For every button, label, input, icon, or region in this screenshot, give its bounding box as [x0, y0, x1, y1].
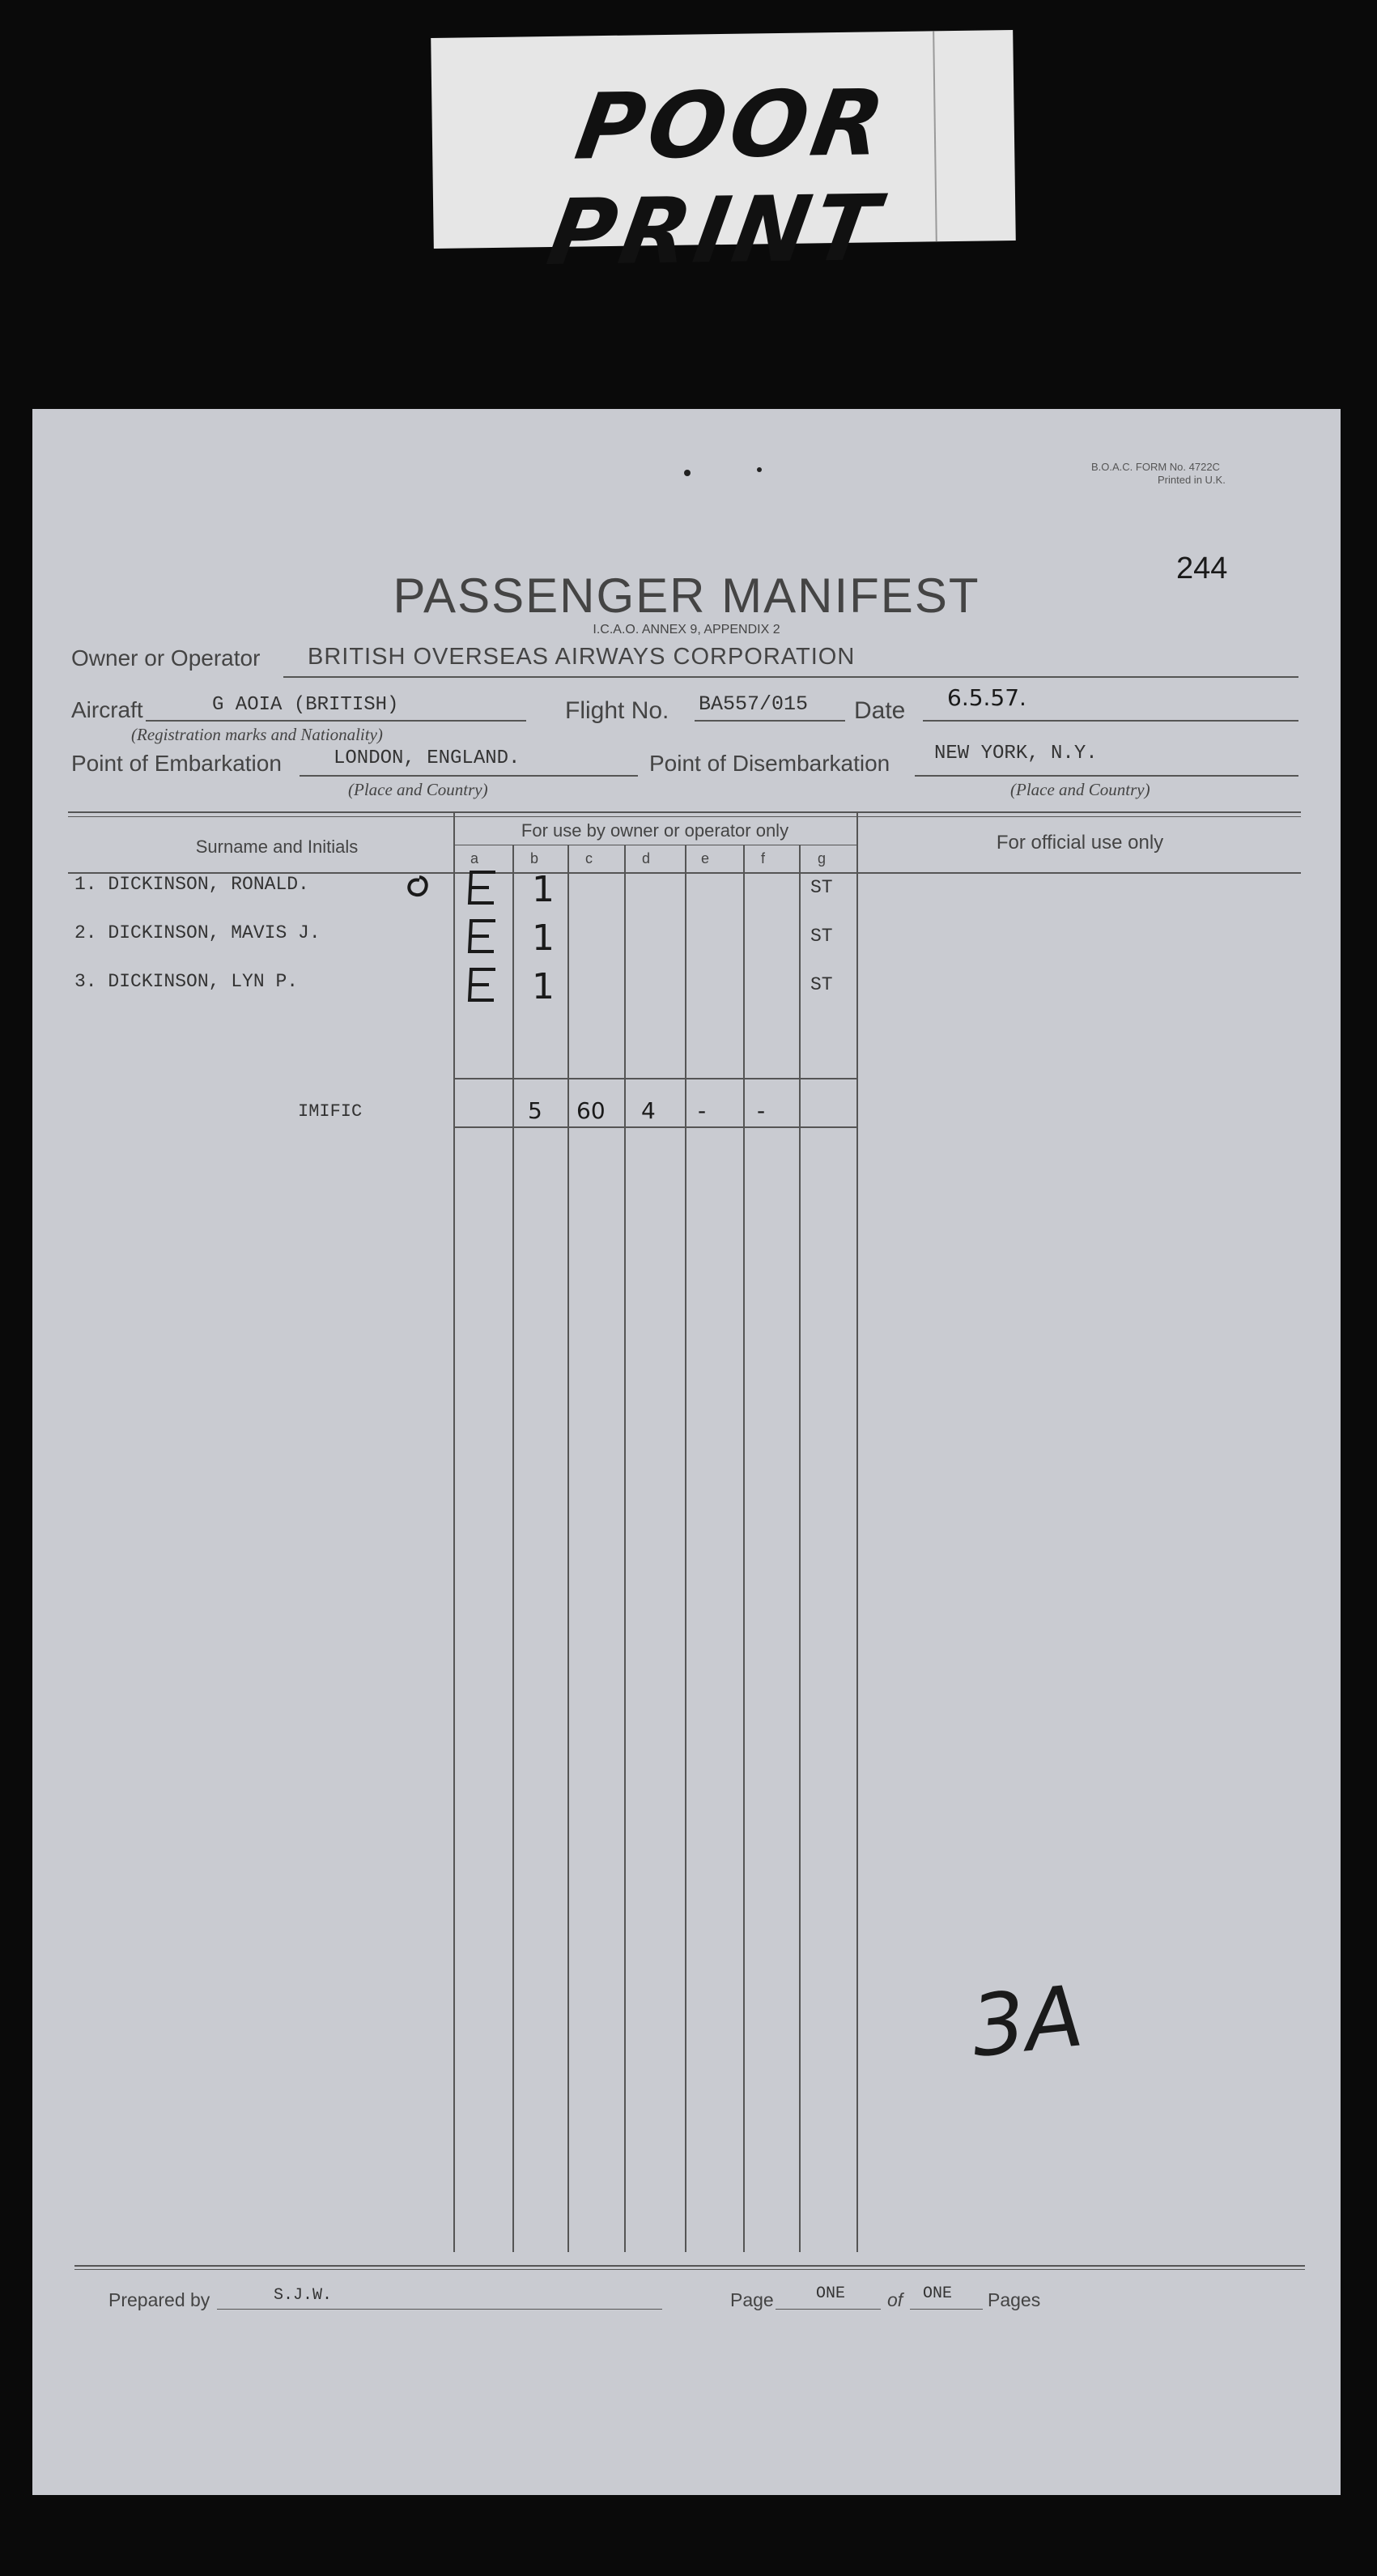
form-title: PASSENGER MANIFEST	[393, 568, 980, 623]
col-rule-e	[685, 845, 686, 2252]
totals-b: 5	[528, 1097, 542, 1124]
passenger-g-2: ST	[810, 926, 833, 947]
page-stamp: 244	[1176, 551, 1228, 585]
official-rule	[856, 811, 858, 2252]
punch-dot	[757, 467, 762, 472]
surname-header: Surname and Initials	[195, 837, 359, 857]
handwritten-e-marks	[400, 862, 513, 1016]
printed-in: Printed in U.K.	[1158, 474, 1226, 486]
embark-line	[300, 775, 638, 777]
disembark-note: (Place and Country)	[1010, 780, 1150, 799]
date-line	[923, 720, 1298, 722]
col-rule-c	[567, 845, 569, 2252]
totals-label: IMIFIC	[298, 1101, 363, 1122]
annotation-3a: 3A	[966, 1966, 1088, 2076]
disembark-value: NEW YORK, N.Y.	[934, 743, 1098, 764]
col-letter-b: b	[530, 850, 539, 866]
totals-d: 4	[641, 1097, 656, 1124]
owner-line	[283, 676, 1298, 678]
passenger-g-3: ST	[810, 974, 833, 995]
col-letter-c: c	[585, 850, 593, 866]
owner-use-header: For use by owner or operator only	[521, 820, 789, 841]
passenger-b-2: 1	[532, 918, 555, 959]
col-letter-e: e	[701, 850, 710, 866]
pages-label: Pages	[988, 2289, 1041, 2310]
passenger-g-1: ST	[810, 877, 833, 898]
totals-c: 60	[576, 1097, 606, 1124]
table-top-rule	[68, 811, 1301, 813]
footer-rule-2	[74, 2269, 1305, 2270]
col-rule-f	[743, 845, 745, 2252]
of-label: of	[887, 2289, 903, 2310]
table-top-rule-2	[68, 816, 1301, 817]
col-letter-f: f	[761, 850, 766, 866]
total-pages-value: ONE	[923, 2284, 953, 2303]
flight-line	[695, 720, 845, 722]
totals-top-rule	[453, 1078, 858, 1079]
page-value: ONE	[816, 2284, 846, 2303]
prepared-label: Prepared by	[108, 2289, 210, 2310]
aircraft-note: (Registration marks and Nationality)	[131, 725, 383, 744]
col-letter-a: a	[470, 850, 479, 866]
col-rule-g	[799, 845, 801, 2252]
form-subtitle: I.C.A.O. ANNEX 9, APPENDIX 2	[593, 623, 780, 637]
embark-note: (Place and Country)	[348, 780, 488, 799]
col-rule-a	[453, 811, 455, 2252]
passenger-name-1: 1. DICKINSON, RONALD.	[74, 874, 309, 895]
total-pages-line	[910, 2309, 983, 2310]
disembark-label: Point of Disembarkation	[649, 751, 890, 776]
aircraft-line	[146, 720, 526, 722]
official-header: For official use only	[996, 832, 1164, 854]
owner-label: Owner or Operator	[71, 645, 261, 671]
totals-e: -	[698, 1097, 707, 1124]
manifest-sheet	[32, 409, 1341, 2495]
passenger-name-3: 3. DICKINSON, LYN P.	[74, 971, 299, 992]
footer-rule	[74, 2265, 1305, 2267]
date-value: 6.5.57.	[947, 684, 1026, 711]
date-label: Date	[854, 697, 906, 724]
col-letter-d: d	[642, 850, 651, 866]
totals-bottom-rule	[453, 1126, 858, 1128]
disembark-line	[915, 775, 1298, 777]
passenger-b-3: 1	[532, 966, 555, 1007]
page-label: Page	[730, 2289, 774, 2310]
prepared-value: S.J.W.	[274, 2286, 333, 2305]
aircraft-value: G AOIA (BRITISH)	[212, 694, 399, 716]
punch-dot	[684, 470, 691, 476]
poor-print-text: POOR PRINT	[541, 70, 896, 287]
passenger-b-1: 1	[532, 869, 555, 910]
prepared-line	[217, 2309, 662, 2310]
col-letter-g: g	[818, 850, 827, 866]
page-line	[776, 2309, 881, 2310]
flight-value: BA557/015	[699, 692, 809, 716]
aircraft-label: Aircraft	[71, 697, 143, 722]
owner-value: BRITISH OVERSEAS AIRWAYS CORPORATION	[308, 644, 856, 670]
passenger-name-2: 2. DICKINSON, MAVIS J.	[74, 922, 321, 943]
form-number: B.O.A.C. FORM No. 4722C	[1091, 461, 1220, 473]
embark-label: Point of Embarkation	[71, 751, 282, 776]
poor-print-label	[431, 30, 1016, 287]
col-rule-d	[624, 845, 626, 2252]
col-rule-b	[512, 845, 514, 2252]
embark-value: LONDON, ENGLAND.	[334, 747, 521, 769]
totals-f: -	[757, 1097, 766, 1124]
flight-label: Flight No.	[565, 697, 669, 724]
